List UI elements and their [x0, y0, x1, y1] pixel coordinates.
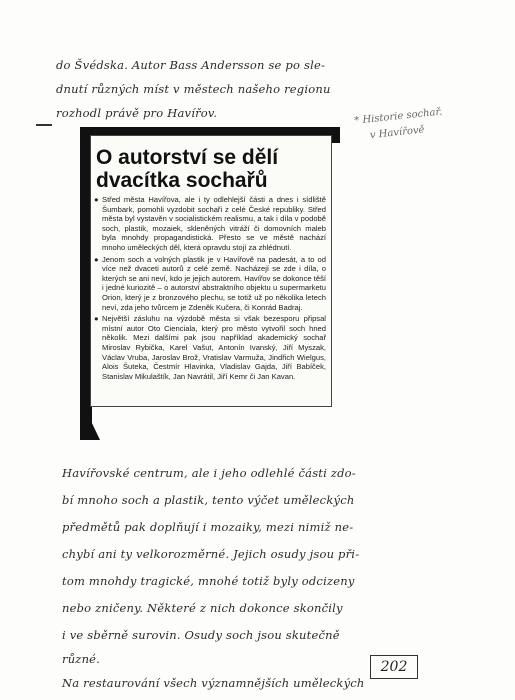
margin-note: [354, 102, 467, 145]
paragraph-text: Největší zásluhu na výzdobě města si však bezesporu připsal místní autor Oto Cienciala, který pro město vytvořil soch hned několik. Mezi dalšími pak jsou například akademický sochař Miroslav Rybička, Karel Vašut, Antonín Ivanský, Jiří Myszak, Václav Vruba, Jaroslav Brož, Vratislav Varmuža, Jindřich Wielgus, Alois Šuteka, Čestmír Hlavinka, Vladislav Gajda, Jiří Babíček, Stanislav Mikulaštík, Jan Navrátil, Jiří Kemr či Jan Kavan.: [102, 314, 326, 381]
clipping-title: O autorství se dělí dvacítka sochařů: [96, 146, 279, 192]
paragraph-text: Střed města Havířova, ale i ty odlehlejší části a dnes i sídliště Šumbark, pomohli vyzdobit sochaři z celé České republiky. Střed města byl vystavěn v socialistickém realismu, a tak i díla v podobě soch, plastik, mozaiek, skleněných vitráží či domovních maleb byla mnohdy propagandistická. Přesto se ve městě nachází mnoho uměleckých děl, která opravdu stojí za zhlédnutí.: [102, 195, 326, 252]
handwritten-line: do Švédska. Autor Bass Andersson se po sle-: [56, 58, 326, 72]
handwritten-line: i ve sběrně surovin. Osudy soch jsou skutečně: [62, 628, 340, 642]
handwritten-line: Havířovské centrum, ale i jeho odlehlé části zdo-: [62, 466, 356, 480]
page-number: 202: [370, 655, 418, 679]
margin-note-line: Historie sochař.: [361, 106, 443, 126]
margin-note-asterisk: *: [353, 115, 360, 127]
clipping-paragraph: [94, 195, 326, 253]
bullet-icon: ●: [94, 254, 99, 264]
paragraph-text: Jenom soch a volných plastik je v Havířově na padesát, a to od více než dvaceti autorů z celé země. Nacházejí se zde i díla, o kterých se ani neví, kdo je jejich autorem. Havířov se dokonce těší i jedné kuriozitě – o autorství abstraktního objektu u supermarketu Orion, který je z bronzového plechu, se totiž už po několika letech neví, zda jeho tvůrcem je Zdeněk Kučera, či Konrád Badraj.: [102, 254, 326, 312]
margin-dash: [36, 124, 52, 126]
handwritten-line: předmětů pak doplňují i mozaiky, mezi nimiž ne-: [62, 520, 354, 534]
handwritten-line: dnutí různých míst v městech našeho regionu: [56, 82, 331, 96]
handwritten-line: různé.: [62, 652, 101, 666]
handwritten-line: Na restaurování všech významnějších uměleckých: [62, 676, 365, 690]
handwritten-line: bí mnoho soch a plastik, tento výčet uměleckých: [62, 493, 355, 507]
clipping-paragraph: [94, 314, 326, 381]
handwritten-line: rozhodl právě pro Havířov.: [56, 106, 218, 120]
bullet-icon: ●: [94, 314, 99, 324]
handwritten-line: nebo zničeny. Některé z nich dokonce skončily: [62, 601, 343, 615]
bullet-icon: ●: [94, 195, 99, 204]
handwritten-line: chybí ani ty velkorozměrné. Jejich osudy jsou při-: [62, 547, 360, 561]
handwritten-line: tom mnohdy tragické, mnohé totiž byly odcizeny: [62, 574, 355, 588]
margin-note-line: v Havířově: [369, 124, 426, 142]
clipping-paragraph: [94, 255, 326, 313]
clipping-body: [94, 195, 326, 383]
